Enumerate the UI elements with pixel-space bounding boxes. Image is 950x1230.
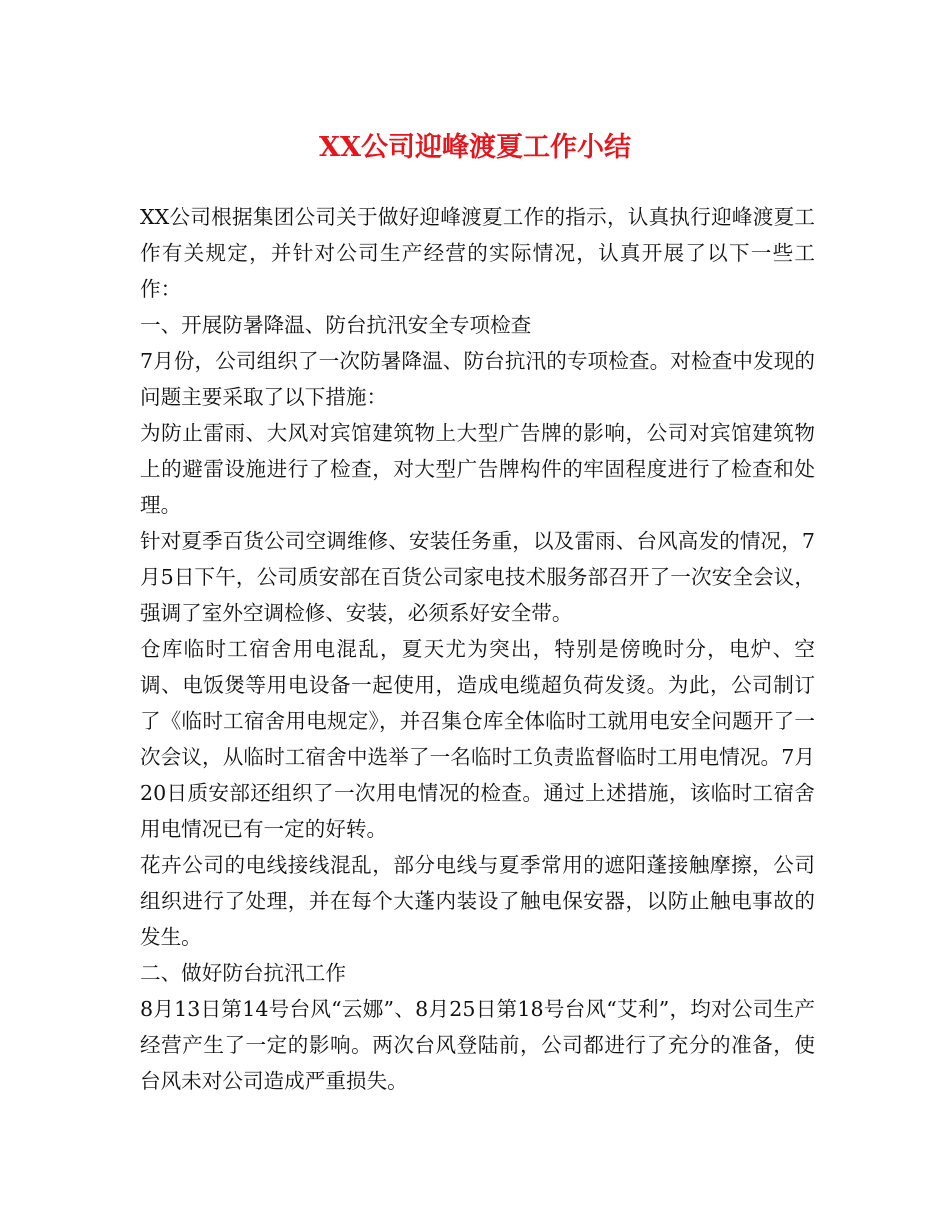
paragraph-typhoon: 8月13日第14号台风“云娜”、8月25日第18号台风“艾利”，均对公司生产经营产生了一定的影响。两次台风登陆前，公司都进行了充分的准备，使台风未对公司造成严重损失。 [140,997,815,1093]
document-body [140,199,815,1099]
section-heading-1: 一、开展防暑降温、防台抗汛安全专项检查 [140,313,532,337]
paragraph-billboard: 为防止雷雨、大风对宾馆建筑物上大型广告牌的影响，公司对宾馆建筑物上的避雷设施进行了检查，对大型广告牌构件的牢固程度进行了检查和处理。 [140,421,815,517]
paragraph-inspection: 7月份，公司组织了一次防暑降温、防台抗汛的专项检查。对检查中发现的问题主要采取了以下措施： [140,349,815,409]
section-heading-2: 二、做好防台抗汛工作 [140,961,346,985]
paragraph-dormitory: 仓库临时工宿舍用电混乱，夏天尤为突出，特别是傍晚时分，电炉、空调、电饭煲等用电设备一起使用，造成电缆超负荷发烫。为此，公司制订了《临时工宿舍用电规定》，并召集仓库全体临时工就用电安全问题开了一次会议，从临时工宿舍中选举了一名临时工负责监督临时工用电情况。7月20日质安部还组织了一次用电情况的检查。通过上述措施，该临时工宿舍用电情况已有一定的好转。 [140,637,815,841]
paragraph-flowers: 花卉公司的电线接线混乱，部分电线与夏季常用的遮阳蓬接触摩擦，公司组织进行了处理，并在每个大蓬内装设了触电保安器，以防止触电事故的发生。 [140,853,815,949]
document-title: XX公司迎峰渡夏工作小结 [319,132,631,163]
paragraph-aircon: 针对夏季百货公司空调维修、安装任务重，以及雷雨、台风高发的情况，7月5日下午，公司质安部在百货公司家电技术服务部召开了一次安全会议，强调了室外空调检修、安装，必须系好安全带。 [140,529,815,625]
intro-paragraph: XX公司根据集团公司关于做好迎峰渡夏工作的指示，认真执行迎峰渡夏工作有关规定，并针对公司生产经营的实际情况，认真开展了以下一些工作： [140,205,815,301]
